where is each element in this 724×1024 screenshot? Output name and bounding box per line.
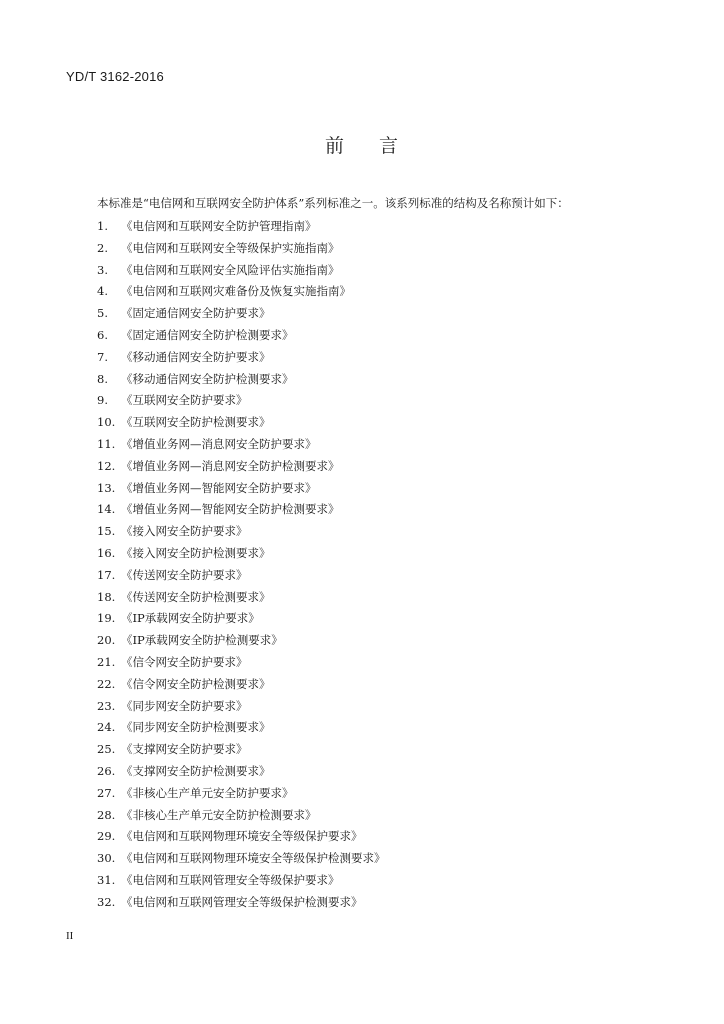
list-item-title: 《接入网安全防护要求》: [121, 524, 248, 539]
list-item-number: 2.: [97, 240, 108, 255]
list-item: [97, 761, 386, 783]
list-item-title: 《IP承载网安全防护要求》: [121, 611, 260, 626]
list-item-title: 《信令网安全防护要求》: [121, 654, 248, 669]
list-item-number: 23.: [97, 698, 116, 713]
list-item-title: 《移动通信网安全防护检测要求》: [121, 371, 294, 386]
list-item-number: 24.: [97, 720, 116, 735]
list-item-title: 《固定通信网安全防护要求》: [121, 306, 271, 321]
list-item: [97, 805, 386, 827]
list-item-number: 27.: [97, 785, 116, 800]
list-item-number: 18.: [97, 589, 116, 604]
list-item-title: 《电信网和互联网管理安全等级保护要求》: [121, 872, 340, 887]
list-item-title: 《电信网和互联网安全防护管理指南》: [121, 219, 317, 233]
list-item-number: 31.: [97, 872, 116, 887]
list-item-title: 《支撑网安全防护要求》: [121, 742, 248, 757]
list-item-number: 14.: [97, 502, 116, 517]
list-item: [97, 325, 386, 347]
list-item: [97, 608, 386, 630]
list-item-title: 《同步网安全防护要求》: [121, 698, 248, 713]
list-item-number: 25.: [97, 742, 116, 757]
list-item-title: 《互联网安全防护检测要求》: [121, 415, 271, 430]
list-item-title: 《电信网和互联网管理安全等级保护检测要求》: [121, 894, 363, 909]
list-item: [97, 630, 386, 652]
list-item: [97, 674, 386, 696]
list-item-title: 《同步网安全防护检测要求》: [121, 720, 271, 735]
list-item: [97, 783, 386, 805]
list-item-title: 《增值业务网—智能网安全防护检测要求》: [121, 502, 340, 517]
list-item-number: 15.: [97, 524, 116, 539]
list-item-number: 30.: [97, 851, 116, 866]
list-item: [97, 696, 386, 718]
title-char-2: 言: [379, 135, 400, 157]
list-item-number: 7.: [97, 349, 108, 364]
list-item-number: 8.: [97, 371, 108, 386]
list-item-title: 《电信网和互联网安全等级保护实施指南》: [121, 240, 340, 255]
list-item-title: 《增值业务网—智能网安全防护要求》: [121, 480, 317, 495]
list-item-title: 《非核心生产单元安全防护检测要求》: [121, 807, 317, 822]
list-item: [97, 434, 386, 456]
list-item: [97, 478, 386, 500]
list-item-title: 《互联网安全防护要求》: [121, 393, 248, 408]
list-item-title: 《IP承载网安全防护检测要求》: [121, 633, 283, 648]
list-item-title: 《信令网安全防护检测要求》: [121, 676, 271, 691]
title-char-1: 前: [324, 135, 345, 157]
list-item: [97, 543, 386, 565]
list-item-title: 《电信网和互联网物理环境安全等级保护要求》: [121, 829, 363, 844]
list-item-number: 32.: [97, 894, 116, 909]
list-item-number: 28.: [97, 807, 116, 822]
list-item-title: 《固定通信网安全防护检测要求》: [121, 327, 294, 342]
list-item: [97, 499, 386, 521]
standards-list: [97, 216, 386, 914]
list-item: [97, 369, 386, 391]
list-item-number: 5.: [97, 306, 108, 321]
list-item: [97, 347, 386, 369]
list-item: [97, 521, 386, 543]
list-item-number: 9.: [97, 393, 108, 408]
list-item-number: 22.: [97, 676, 116, 691]
list-item-number: 20.: [97, 633, 116, 648]
list-item-title: 《接入网安全防护检测要求》: [121, 545, 271, 560]
list-item-number: 21.: [97, 654, 116, 669]
list-item: [97, 456, 386, 478]
list-item-number: 3.: [97, 262, 108, 277]
list-item-title: 《非核心生产单元安全防护要求》: [121, 785, 294, 800]
list-item: [97, 303, 386, 325]
intro-paragraph: 本标准是“电信网和互联网安全防护体系”系列标准之一。该系列标准的结构及名称预计如下：: [97, 196, 569, 210]
list-item: [97, 826, 386, 848]
list-item: [97, 412, 386, 434]
list-item: [97, 587, 386, 609]
list-item: [97, 260, 386, 282]
list-item-number: 10.: [97, 415, 116, 430]
list-item-number: 17.: [97, 567, 116, 582]
list-item: [97, 870, 386, 892]
list-item-number: 4.: [97, 284, 108, 299]
list-item: [97, 848, 386, 870]
list-item-title: 《传送网安全防护要求》: [121, 567, 248, 582]
list-item-title: 《传送网安全防护检测要求》: [121, 589, 271, 604]
list-item: [97, 717, 386, 739]
document-code: YD/T 3162-2016: [66, 69, 164, 84]
page-number: II: [66, 930, 74, 942]
list-item-title: 《电信网和互联网安全风险评估实施指南》: [121, 262, 340, 277]
list-item: [97, 216, 386, 238]
list-item: [97, 238, 386, 260]
list-item-number: 6.: [97, 327, 108, 342]
list-item: [97, 892, 386, 914]
list-item-title: 《增值业务网—消息网安全防护检测要求》: [121, 458, 340, 473]
list-item-title: 《支撑网安全防护检测要求》: [121, 763, 271, 778]
list-item: [97, 281, 386, 303]
list-item-number: 16.: [97, 545, 116, 560]
list-item-number: 26.: [97, 763, 116, 778]
list-item: [97, 652, 386, 674]
list-item-number: 29.: [97, 829, 116, 844]
list-item-number: 19.: [97, 611, 116, 626]
page-title: [0, 131, 724, 158]
list-item-title: 《增值业务网—消息网安全防护要求》: [121, 436, 317, 451]
list-item-number: 1.: [97, 219, 108, 233]
list-item-title: 《电信网和互联网灾难备份及恢复实施指南》: [121, 284, 351, 299]
list-item: [97, 565, 386, 587]
list-item: [97, 739, 386, 761]
list-item-title: 《移动通信网安全防护要求》: [121, 349, 271, 364]
list-item-title: 《电信网和互联网物理环境安全等级保护检测要求》: [121, 851, 386, 866]
list-item-number: 13.: [97, 480, 116, 495]
list-item-number: 11.: [97, 436, 116, 451]
list-item: [97, 390, 386, 412]
list-item-number: 12.: [97, 458, 116, 473]
